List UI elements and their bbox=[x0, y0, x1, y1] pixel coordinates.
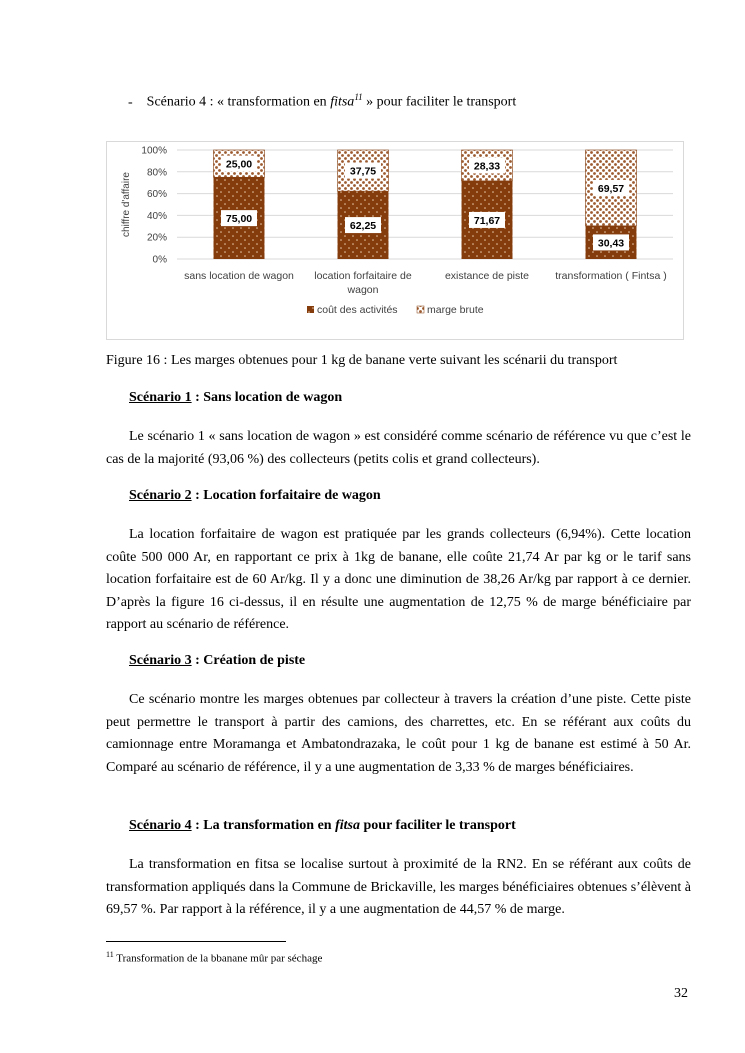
heading-italic: fitsa bbox=[330, 94, 355, 110]
scenario-4-title-italic: fitsa bbox=[335, 818, 360, 833]
heading-prefix: Scénario 4 : « transformation en bbox=[146, 94, 331, 110]
scenario-3-text: Ce scénario montre les marges obtenues par collecteur à travers la création d’une piste. Cette piste peut permettre le transport à partir des camions, des charrettes, etc. En se référant aux coûts du camionnage entre Moramanga et Ambatondrazaka, le coût pour 1 kg de banane est estimé à 50 Ar. Comparé au scénario de référence, il y a une augmentation de 3,33 % de marges bénéficiaires. bbox=[106, 692, 691, 775]
x-tick-label: transformation ( Fintsa ) bbox=[555, 270, 667, 282]
legend-swatch bbox=[417, 306, 424, 313]
legend-entry: marge brute bbox=[427, 304, 484, 316]
chart-container bbox=[106, 141, 684, 340]
scenario-4-paragraph bbox=[106, 854, 691, 922]
scenario-4-title-suffix: pour faciliter le transport bbox=[360, 818, 516, 833]
x-tick-label: sans location de wagon bbox=[184, 270, 294, 282]
data-label: 28,33 bbox=[473, 160, 501, 173]
scenario-2-paragraph bbox=[106, 524, 691, 637]
y-tick-label: 80% bbox=[146, 167, 167, 179]
y-axis-label: chiffre d'affaire bbox=[121, 172, 132, 237]
x-tick-label: location forfaitaire de bbox=[314, 270, 412, 282]
y-tick-label: 100% bbox=[141, 145, 167, 157]
scenario-4-title bbox=[129, 818, 516, 834]
scenario-2-title bbox=[129, 488, 381, 504]
scenario-4-number: Scénario 4 bbox=[129, 818, 192, 833]
data-label: 62,25 bbox=[349, 220, 377, 233]
stacked-bar-chart bbox=[107, 142, 683, 339]
footnote-text: Transformation de la bbanane mûr par séchage bbox=[113, 952, 323, 965]
list-dash: - bbox=[128, 94, 133, 110]
scenario-4-heading bbox=[128, 92, 516, 111]
scenario-1-paragraph bbox=[106, 426, 691, 471]
data-label: 71,67 bbox=[473, 214, 501, 227]
scenario-4-text: La transformation en fitsa se localise surtout à proximité de la RN2. En se référant aux coûts de transformation appliqués dans la Commune de Brickaville, les marges bénéficiaires obtenues s’élèvent à 69,57 %. Par rapport à la référence, il y a une augmentation de 44,57 % de marge. bbox=[106, 857, 691, 917]
data-label: 25,00 bbox=[225, 158, 253, 171]
legend-swatch bbox=[307, 306, 314, 313]
scenario-2-number: Scénario 2 bbox=[129, 488, 192, 503]
scenario-2-title-text: : Location forfaitaire de wagon bbox=[191, 488, 381, 503]
scenario-3-number: Scénario 3 bbox=[129, 653, 192, 668]
scenario-1-title-text: : Sans location de wagon bbox=[191, 390, 343, 405]
legend-entry: coût des activités bbox=[317, 304, 398, 316]
scenario-3-title-text: : Création de piste bbox=[191, 653, 306, 668]
heading-footnote-ref[interactable]: 11 bbox=[354, 92, 363, 102]
y-tick-label: 20% bbox=[146, 232, 167, 244]
x-tick-label: wagon bbox=[347, 284, 379, 296]
footnote-number: 11 bbox=[106, 950, 114, 959]
scenario-1-title bbox=[129, 390, 342, 406]
y-tick-label: 60% bbox=[146, 189, 167, 201]
page-number: 32 bbox=[674, 986, 688, 1001]
footnote bbox=[106, 950, 322, 965]
scenario-1-number: Scénario 1 bbox=[129, 390, 192, 405]
data-label: 69,57 bbox=[597, 182, 625, 195]
data-label: 75,00 bbox=[225, 213, 253, 226]
data-label: 30,43 bbox=[597, 237, 625, 250]
figure-caption: Figure 16 : Les marges obtenues pour 1 kg de banane verte suivant les scénarii du transport bbox=[106, 353, 618, 368]
y-tick-label: 0% bbox=[152, 254, 167, 266]
data-label: 37,75 bbox=[349, 165, 377, 178]
scenario-3-title bbox=[129, 653, 305, 669]
scenario-4-title-prefix: : La transformation en bbox=[191, 818, 336, 833]
scenario-3-paragraph bbox=[106, 689, 691, 779]
y-tick-label: 40% bbox=[146, 210, 167, 222]
x-tick-label: existance de piste bbox=[444, 270, 530, 282]
footnote-divider bbox=[106, 941, 286, 942]
scenario-2-text: La location forfaitaire de wagon est pratiquée par les grands collecteurs (6,94%). Cette location coûte 500 000 Ar, en rapportant ce prix à 1kg de banane, elle coûte 21,74 Ar par kg or le tarif sans location forfaitaire est de 60 Ar/kg. Il y a donc une diminution de 38,26 Ar/kg par rapport à ce dernier. D’après la figure 16 ci-dessus, il en résulte une augmentation de 12,75 % de marge bénéficiaire par rapport au scénario de référence. bbox=[106, 527, 691, 632]
scenario-1-text: Le scénario 1 « sans location de wagon » est considéré comme scénario de référence vu que c’est le cas de la majorité (93,06 %) des collecteurs (petits colis et grand collecteurs). bbox=[106, 429, 691, 467]
heading-suffix: » pour faciliter le transport bbox=[362, 94, 517, 110]
